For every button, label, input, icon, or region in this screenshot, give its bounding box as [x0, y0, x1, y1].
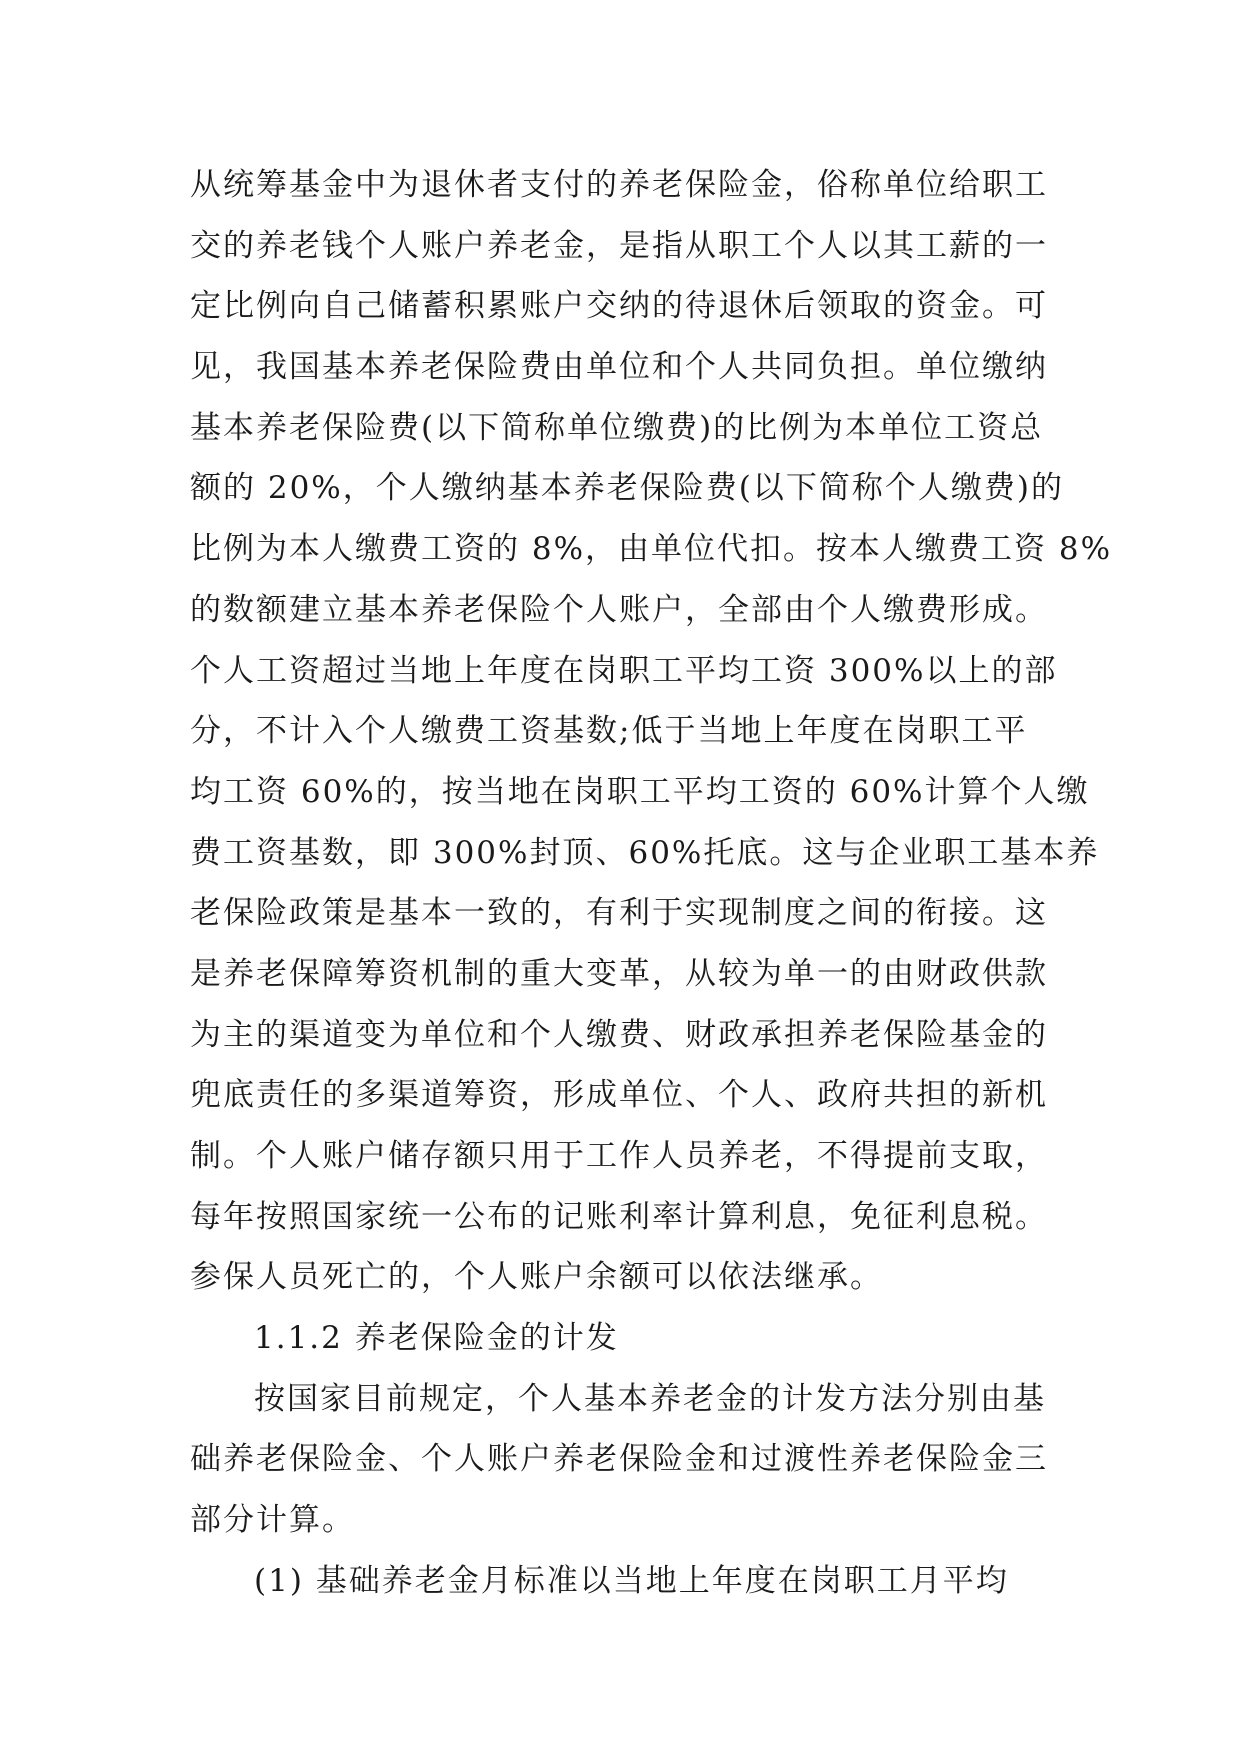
text-line: 按国家目前规定，个人基本养老金的计发方法分别由基: [254, 1380, 1046, 1417]
text-line: 是养老保障筹资机制的重大变革，从较为单一的由财政供款: [190, 955, 1048, 992]
text-line: 费工资基数，即 300%封顶、60%托底。这与企业职工基本养: [190, 834, 1100, 871]
list-item: (1) 基础养老金月标准以当地上年度在岗职工月平均: [254, 1562, 1009, 1599]
text-line: 每年按照国家统一公布的记账利率计算利息，免征利息税。: [190, 1198, 1048, 1235]
text-line: 比例为本人缴费工资的 8%，由单位代扣。按本人缴费工资 8%: [190, 531, 1113, 568]
text-line: 参保人员死亡的，个人账户余额可以依法继承。: [190, 1259, 883, 1296]
text-line: 的数额建立基本养老保险个人账户，全部由个人缴费形成。: [190, 591, 1048, 628]
text-line: 部分计算。: [190, 1502, 355, 1539]
text-line: 见，我国基本养老保险费由单位和个人共同负担。单位缴纳: [190, 349, 1048, 386]
text-line: 从统筹基金中为退休者支付的养老保险金，俗称单位给职工: [190, 167, 1048, 203]
text-line: 定比例向自己储蓄积累账户交纳的待退休后领取的资金。可: [190, 288, 1048, 325]
text-line: 制。个人账户储存额只用于工作人员养老，不得提前支取，: [190, 1138, 1048, 1174]
text-line: 础养老保险金、个人账户养老保险金和过渡性养老保险金三: [190, 1441, 1048, 1478]
text-line: 老保险政策是基本一致的，有利于实现制度之间的衔接。这: [190, 895, 1048, 932]
text-line: 分，不计入个人缴费工资基数;低于当地上年度在岗职工平: [190, 713, 1028, 750]
text-line: 个人工资超过当地上年度在岗职工平均工资 300%以上的部: [190, 652, 1058, 689]
text-line: 兜底责任的多渠道筹资，形成单位、个人、政府共担的新机: [190, 1077, 1048, 1114]
text-line: 额的 20%，个人缴纳基本养老保险费(以下简称个人缴费)的: [190, 470, 1064, 507]
text-line: 交的养老钱个人账户养老金，是指从职工个人以其工薪的一: [190, 227, 1048, 264]
body-text: [190, 155, 1113, 1612]
text-line: 基本养老保险费(以下简称单位缴费)的比例为本单位工资总: [190, 409, 1044, 446]
section-heading: 1.1.2 养老保险金的计发: [254, 1320, 619, 1357]
text-line: 均工资 60%的，按当地在岗职工平均工资的 60%计算个人缴: [190, 773, 1090, 810]
text-line: 为主的渠道变为单位和个人缴费、财政承担养老保险基金的: [190, 1016, 1048, 1053]
